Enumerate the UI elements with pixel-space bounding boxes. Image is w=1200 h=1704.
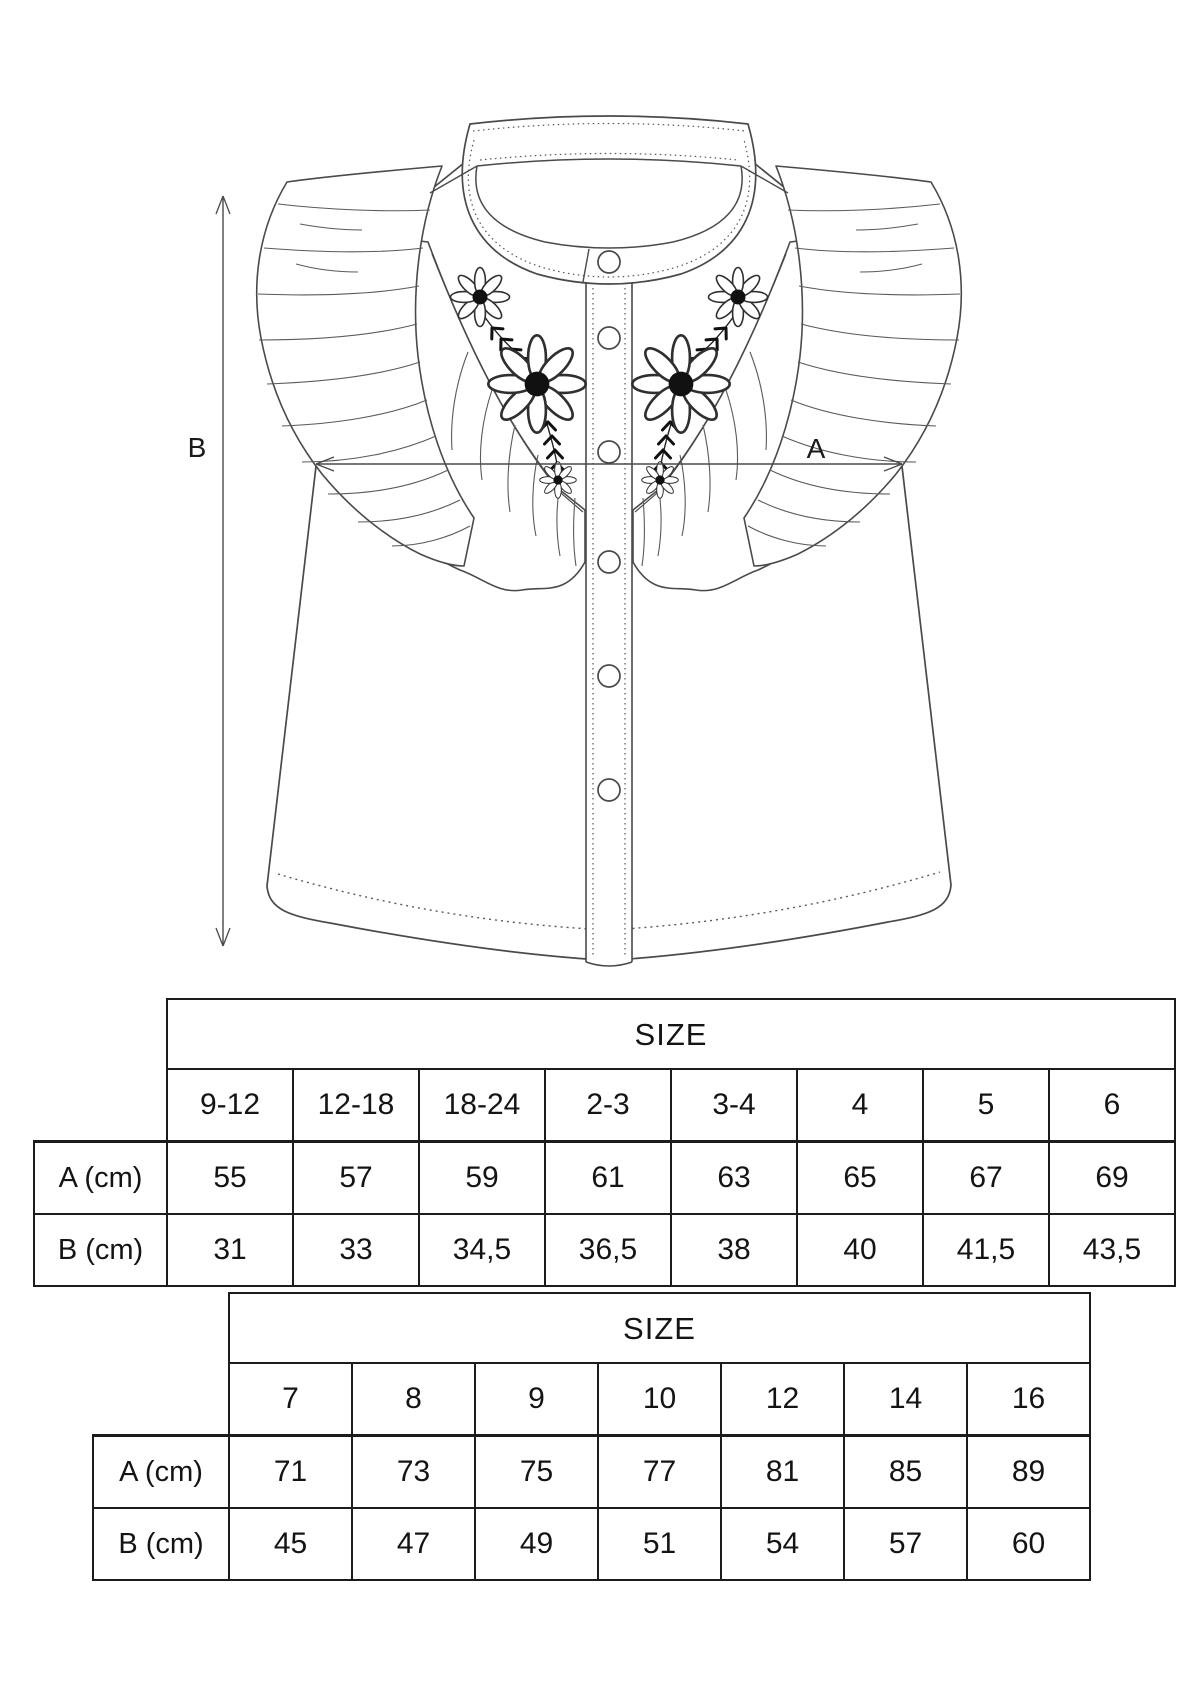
row-label-cell: B (cm) xyxy=(93,1508,229,1580)
value-cell: 57 xyxy=(293,1142,419,1215)
value-cell: 63 xyxy=(671,1142,797,1215)
value-cell: 89 xyxy=(967,1436,1090,1509)
size-cell: 14 xyxy=(844,1363,967,1436)
size-chart-2-header: SIZE xyxy=(229,1293,1090,1363)
size-cell: 18-24 xyxy=(419,1069,545,1142)
height-dimension-label: B xyxy=(187,432,207,463)
row-label-cell: A (cm) xyxy=(93,1436,229,1509)
value-cell: 55 xyxy=(167,1142,293,1215)
value-cell: 67 xyxy=(923,1142,1049,1215)
value-cell: 73 xyxy=(352,1436,475,1509)
button-placket xyxy=(586,280,632,966)
value-cell: 47 xyxy=(352,1508,475,1580)
size-chart-years xyxy=(92,1292,1091,1581)
size-cell: 5 xyxy=(923,1069,1049,1142)
value-cell: 81 xyxy=(721,1436,844,1509)
value-cell: 49 xyxy=(475,1508,598,1580)
size-cell: 4 xyxy=(797,1069,923,1142)
value-cell: 43,5 xyxy=(1049,1214,1175,1286)
collar-button xyxy=(598,251,620,273)
size-cell: 12 xyxy=(721,1363,844,1436)
size-cell: 6 xyxy=(1049,1069,1175,1142)
size-cell: 9-12 xyxy=(167,1069,293,1142)
value-cell: 85 xyxy=(844,1436,967,1509)
row-label-cell: A (cm) xyxy=(34,1142,167,1215)
value-cell: 33 xyxy=(293,1214,419,1286)
value-cell: 51 xyxy=(598,1508,721,1580)
value-cell: 57 xyxy=(844,1508,967,1580)
size-cell: 10 xyxy=(598,1363,721,1436)
value-cell: 40 xyxy=(797,1214,923,1286)
size-cell: 2-3 xyxy=(545,1069,671,1142)
row-label-cell: B (cm) xyxy=(34,1214,167,1286)
value-cell: 61 xyxy=(545,1142,671,1215)
value-cell: 36,5 xyxy=(545,1214,671,1286)
value-cell: 34,5 xyxy=(419,1214,545,1286)
size-chart-months xyxy=(33,998,1176,1287)
value-cell: 75 xyxy=(475,1436,598,1509)
size-cell: 8 xyxy=(352,1363,475,1436)
value-cell: 65 xyxy=(797,1142,923,1215)
size-cell: 3-4 xyxy=(671,1069,797,1142)
size-cell: 12-18 xyxy=(293,1069,419,1142)
value-cell: 45 xyxy=(229,1508,352,1580)
size-chart-1-header: SIZE xyxy=(167,999,1175,1069)
value-cell: 59 xyxy=(419,1142,545,1215)
size-cell: 9 xyxy=(475,1363,598,1436)
value-cell: 60 xyxy=(967,1508,1090,1580)
value-cell: 38 xyxy=(671,1214,797,1286)
value-cell: 41,5 xyxy=(923,1214,1049,1286)
value-cell: 77 xyxy=(598,1436,721,1509)
width-dimension-label: A xyxy=(806,433,826,464)
value-cell: 69 xyxy=(1049,1142,1175,1215)
size-cell: 16 xyxy=(967,1363,1090,1436)
value-cell: 71 xyxy=(229,1436,352,1509)
value-cell: 31 xyxy=(167,1214,293,1286)
height-dimension-arrow xyxy=(188,196,230,946)
value-cell: 54 xyxy=(721,1508,844,1580)
size-cell: 7 xyxy=(229,1363,352,1436)
